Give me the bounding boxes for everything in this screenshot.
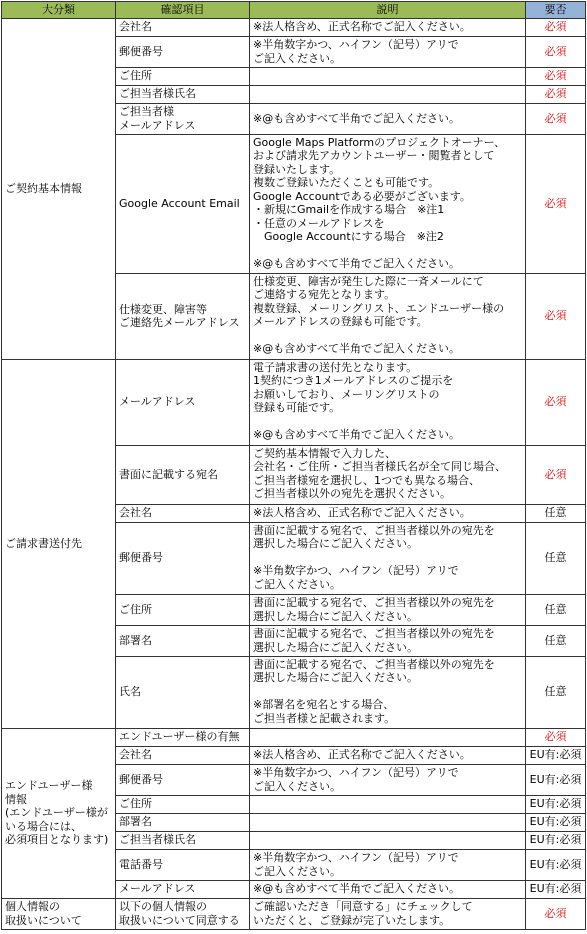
required-cell: 任意 bbox=[526, 625, 586, 656]
description-cell: 書面に記載する宛名で、ご担当者様以外の宛先を 選択した場合にご記入ください。 ※部署名を宛名とする場合、 ご担当者様と記載されます。 bbox=[250, 656, 526, 728]
required-cell: 必須 bbox=[526, 67, 586, 85]
description-cell: ※半角数字かつ、ハイフン（記号）アリで ご記入ください。 bbox=[250, 849, 526, 880]
description-cell: 電子請求書の送付先となります。 1契約につき1メールアドレスのご提示を お願いしており、メーリングリストの 登録も可能です。 ※@も含めすべて半角でご記入ください。 bbox=[250, 359, 526, 445]
item-cell: 電話番号 bbox=[116, 849, 250, 880]
required-cell: EU有:必須 bbox=[526, 849, 586, 880]
item-cell: 会社名 bbox=[116, 18, 250, 36]
item-cell: ご担当者様氏名 bbox=[116, 831, 250, 849]
table-row bbox=[2, 898, 586, 929]
description-cell bbox=[250, 728, 526, 746]
description-cell: 書面に記載する宛名で、ご担当者様以外の宛先を 選択した場合にご記入ください。 bbox=[250, 594, 526, 625]
description-cell: ※@も含めすべて半角でご記入ください。 bbox=[250, 103, 526, 134]
registration-items-table bbox=[1, 1, 586, 930]
item-cell: Google Account Email bbox=[116, 134, 250, 273]
required-cell: EU有:必須 bbox=[526, 795, 586, 813]
item-cell: 書面に記載する宛名 bbox=[116, 445, 250, 504]
description-cell bbox=[250, 831, 526, 849]
required-cell: EU有:必須 bbox=[526, 813, 586, 831]
required-cell: 任意 bbox=[526, 522, 586, 594]
required-cell: 必須 bbox=[526, 36, 586, 67]
required-cell: 必須 bbox=[526, 103, 586, 134]
required-cell: EU有:必須 bbox=[526, 831, 586, 849]
header-category: 大分類 bbox=[2, 2, 116, 19]
required-cell: 必須 bbox=[526, 18, 586, 36]
description-cell: ご契約基本情報で入力した、 会社名・ご住所・ご担当者様氏名が全て同じ場合、 ご担当者様宛を選択し、1つでも異なる場合、 ご担当者様以外の宛先を選択ください。 bbox=[250, 445, 526, 504]
item-cell: ご担当者様氏名 bbox=[116, 85, 250, 103]
description-cell: ※法人格含め、正式名称でご記入ください。 bbox=[250, 18, 526, 36]
description-cell: ※半角数字かつ、ハイフン（記号）アリで ご記入ください。 bbox=[250, 764, 526, 795]
required-cell: EU有:必須 bbox=[526, 746, 586, 764]
table-row bbox=[2, 18, 586, 36]
item-cell: 部署名 bbox=[116, 625, 250, 656]
description-cell: ※法人格含め、正式名称でご記入ください。 bbox=[250, 504, 526, 522]
category-cell: 個人情報の 取扱いについて bbox=[2, 898, 116, 929]
category-cell: エンドユーザー様 情報 (エンドユーザー様が いる場合には、 必須項目となります) bbox=[2, 728, 116, 898]
header-row bbox=[2, 2, 586, 19]
item-cell: 会社名 bbox=[116, 746, 250, 764]
item-cell: 郵便番号 bbox=[116, 522, 250, 594]
item-cell: 部署名 bbox=[116, 813, 250, 831]
item-cell: ご住所 bbox=[116, 67, 250, 85]
item-cell: エンドユーザー様の有無 bbox=[116, 728, 250, 746]
item-cell: メールアドレス bbox=[116, 880, 250, 898]
description-cell: 書面に記載する宛名で、ご担当者様以外の宛先を 選択した場合にご記入ください。 bbox=[250, 625, 526, 656]
required-cell: EU有:必須 bbox=[526, 764, 586, 795]
description-cell: ※半角数字かつ、ハイフン（記号）アリで ご記入ください。 bbox=[250, 36, 526, 67]
required-cell: 任意 bbox=[526, 594, 586, 625]
required-cell: 任意 bbox=[526, 504, 586, 522]
required-cell: 必須 bbox=[526, 728, 586, 746]
description-cell: 仕様変更、障害が発生した際に一斉メールにて ご連絡する宛先となります。 複数登録、メーリングリスト、エンドユーザー様の メールアドレスの登録も可能です。 ※@も含めすべて半角でご記入ください。 bbox=[250, 273, 526, 359]
item-cell: 郵便番号 bbox=[116, 764, 250, 795]
required-cell: 必須 bbox=[526, 445, 586, 504]
required-cell: EU有:必須 bbox=[526, 880, 586, 898]
header-description: 説明 bbox=[250, 2, 526, 19]
item-cell: メールアドレス bbox=[116, 359, 250, 445]
category-cell: ご請求書送付先 bbox=[2, 359, 116, 728]
item-cell: 郵便番号 bbox=[116, 36, 250, 67]
item-cell: 仕様変更、障害等 ご連絡先メールアドレス bbox=[116, 273, 250, 359]
required-cell: 任意 bbox=[526, 656, 586, 728]
description-cell: ご確認いただき「同意する」にチェックして いただくと、ご登録が完了いたします。 bbox=[250, 898, 526, 929]
required-cell: 必須 bbox=[526, 359, 586, 445]
description-cell: ※法人格含め、正式名称でご記入ください。 bbox=[250, 746, 526, 764]
item-cell: 会社名 bbox=[116, 504, 250, 522]
item-cell: ご担当者様 メールアドレス bbox=[116, 103, 250, 134]
table-row bbox=[2, 728, 586, 746]
description-cell: 書面に記載する宛名で、ご担当者様以外の宛先を 選択した場合にご記入ください。 ※半角数字かつ、ハイフン（記号）アリで ご記入ください。 bbox=[250, 522, 526, 594]
item-cell: 氏名 bbox=[116, 656, 250, 728]
description-cell bbox=[250, 67, 526, 85]
header-item: 確認項目 bbox=[116, 2, 250, 19]
required-cell: 必須 bbox=[526, 85, 586, 103]
description-cell: Google Maps Platformのプロジェクトオーナー、 および請求先アカウントユーザー・閲覧者として 登録いたします。 複数ご登録いただくことも可能です。 Google Accountである必要がございます。 ・新規にGmailを作成する場合 ※注1 ・任意のメールアドレスを Google Accountにする場合 ※注2 ※@も含めすべて半角でご記入ください。 bbox=[250, 134, 526, 273]
description-cell bbox=[250, 813, 526, 831]
category-cell: ご契約基本情報 bbox=[2, 18, 116, 359]
required-cell: 必須 bbox=[526, 134, 586, 273]
table-row bbox=[2, 359, 586, 445]
header-required: 要否 bbox=[526, 2, 586, 19]
item-cell: ご住所 bbox=[116, 594, 250, 625]
description-cell: ※@も含めすべて半角でご記入ください。 bbox=[250, 880, 526, 898]
required-cell: 必須 bbox=[526, 273, 586, 359]
description-cell bbox=[250, 85, 526, 103]
description-cell bbox=[250, 795, 526, 813]
item-cell: 以下の個人情報の 取扱いについて同意する bbox=[116, 898, 250, 929]
item-cell: ご住所 bbox=[116, 795, 250, 813]
required-cell: 必須 bbox=[526, 898, 586, 929]
